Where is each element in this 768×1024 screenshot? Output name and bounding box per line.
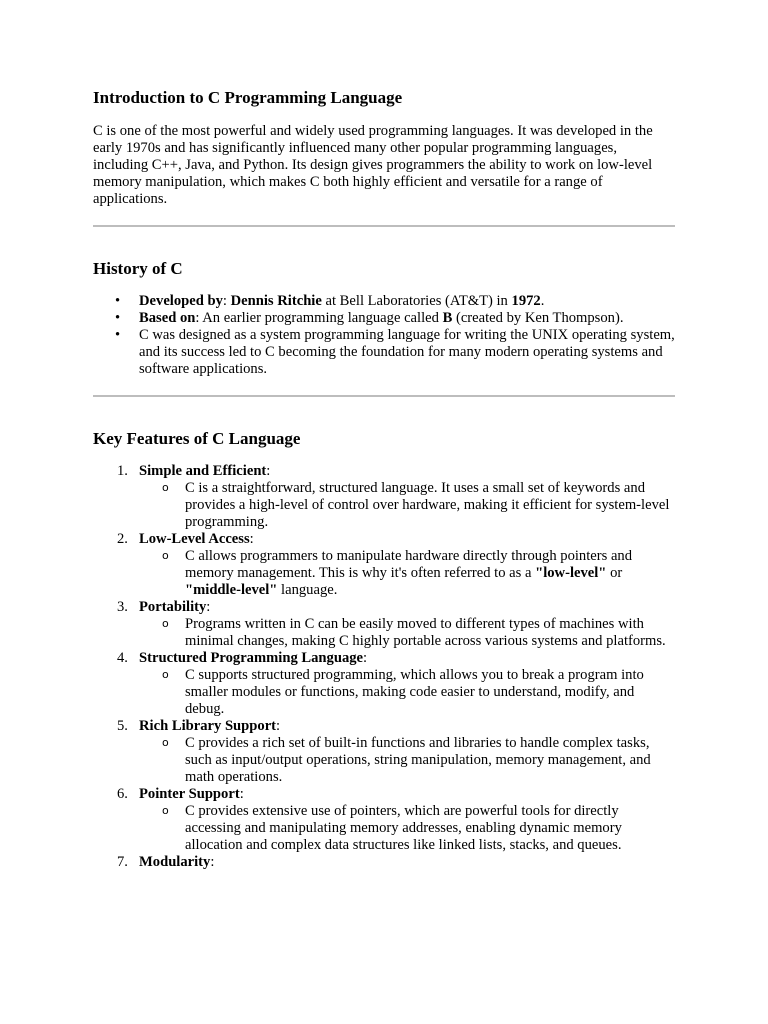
feature-title: Portability — [139, 599, 207, 615]
section-heading-intro: Introduction to C Programming Language — [93, 88, 403, 107]
feature-title: Simple and Efficient — [139, 463, 267, 479]
feature-sublist — [139, 803, 675, 854]
history-list — [93, 293, 675, 378]
feature-title: Pointer Support — [139, 786, 240, 802]
section-heading-features: Key Features of C Language — [93, 429, 301, 448]
history-item-unix: • C was designed as a system programming language for writing the UNIX operating system, and its success led to C becoming the foundation for many modern operating systems and software applications. — [139, 327, 675, 378]
feature-item: 1. Simple and Efficient: o C is a straightforward, structured language. It uses a small set of keywords and provides a high-level of control over hardware, making it efficient for system-level programming. — [139, 463, 675, 531]
feature-number: 5. — [117, 718, 128, 734]
feature-title: Structured Programming Language — [139, 650, 364, 666]
section-heading-history: History of C — [93, 259, 183, 278]
feature-item: 2. Low-Level Access: o C allows programmers to manipulate hardware directly through pointers and memory management. This is why it's often referred to as a "low-level" or "middle-level" language. — [139, 531, 675, 599]
feature-number: 1. — [117, 463, 128, 479]
feature-item: 4. Structured Programming Language: o C supports structured programming, which allows you to break a program into smaller modules or functions, making code easier to understand, modify, and debug. — [139, 650, 675, 718]
history-item-developer: • Developed by: Dennis Ritchie at Bell Laboratories (AT&T) in 1972. — [139, 293, 675, 310]
history-label: Based on — [139, 310, 196, 326]
feature-description: o Programs written in C can be easily moved to different types of machines with minimal changes, making C highly portable across various systems and platforms. — [185, 616, 675, 650]
feature-number: 4. — [117, 650, 128, 666]
feature-number: 7. — [117, 854, 128, 870]
history-person: Dennis Ritchie — [230, 293, 322, 309]
feature-title: Modularity — [139, 854, 211, 870]
history-label: Developed by — [139, 293, 223, 309]
feature-sublist — [139, 548, 675, 599]
history-lang: B — [442, 310, 453, 326]
feature-sublist — [139, 480, 675, 531]
feature-description: o C supports structured programming, which allows you to break a program into smaller modules or functions, making code easier to understand, modify, and debug. — [185, 667, 675, 718]
feature-item: 6. Pointer Support: o C provides extensive use of pointers, which are powerful tools for directly accessing and manipulating memory addresses, enabling dynamic memory allocation and complex data structures like linked lists, stacks, and queues. — [139, 786, 675, 854]
intro-paragraph: C is one of the most powerful and widely used programming languages. It was developed in the early 1970s and has significantly influenced many other popular programming languages, including C++, Java, and Python. Its design gives programmers the ability to work on low-level memory manipulation, which makes C both highly efficient and versatile for a range of applications. — [93, 123, 653, 207]
feature-emphasis: "low-level" — [535, 565, 607, 581]
feature-description: o C is a straightforward, structured language. It uses a small set of keywords and provides a high-level of control over hardware, making it efficient for system-level programming. — [185, 480, 675, 531]
history-item-based-on: • Based on: An earlier programming language called B (created by Ken Thompson). — [139, 310, 675, 327]
feature-number: 2. — [117, 531, 128, 547]
feature-sublist — [139, 667, 675, 718]
feature-item: 5. Rich Library Support: o C provides a rich set of built-in functions and libraries to handle complex tasks, such as input/output operations, string manipulation, memory management, and math operations. — [139, 718, 675, 786]
feature-number: 3. — [117, 599, 128, 615]
feature-sublist — [139, 735, 675, 786]
section-divider — [93, 225, 675, 227]
feature-item: 7. Modularity: — [117, 854, 215, 870]
feature-number: 6. — [117, 786, 128, 802]
feature-description: o C provides a rich set of built-in functions and libraries to handle complex tasks, such as input/output operations, string manipulation, memory management, and math operations. — [185, 735, 675, 786]
section-divider — [93, 395, 675, 397]
feature-title: Low-Level Access — [139, 531, 250, 547]
history-year: 1972 — [511, 293, 541, 309]
feature-sublist — [139, 616, 675, 650]
feature-emphasis: "middle-level" — [185, 582, 278, 598]
feature-title: Rich Library Support — [139, 718, 277, 734]
feature-description: o C provides extensive use of pointers, which are powerful tools for directly accessing and manipulating memory addresses, enabling dynamic memory allocation and complex data structures like linked lists, stacks, and queues. — [185, 803, 675, 854]
features-list — [93, 463, 675, 871]
feature-item: 3. Portability: o Programs written in C can be easily moved to different types of machines with minimal changes, making C highly portable across various systems and platforms. — [139, 599, 675, 650]
feature-description: o C allows programmers to manipulate hardware directly through pointers and memory management. This is why it's often referred to as a "low-level" or "middle-level" language. — [185, 548, 675, 599]
